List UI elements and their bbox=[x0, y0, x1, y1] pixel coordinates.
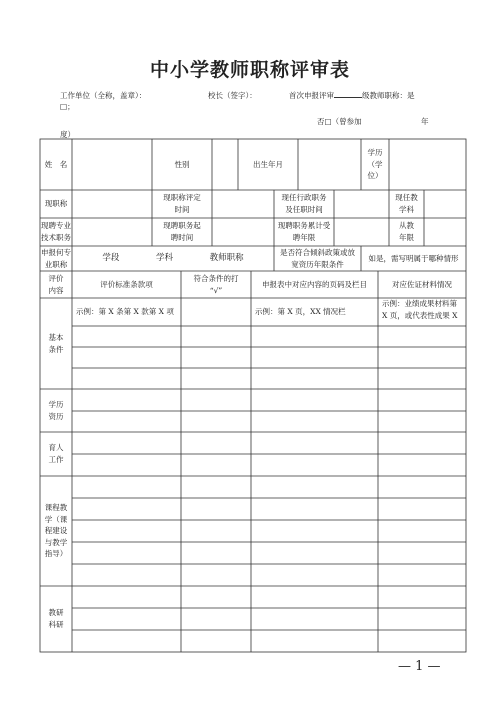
basic-line2: 条件 bbox=[48, 344, 64, 354]
pro-post-line2: 技术职务 bbox=[41, 233, 71, 242]
teach-years-line2: 年限 bbox=[399, 233, 414, 242]
year-label: 年 bbox=[421, 117, 429, 126]
research-line2: 科研 bbox=[48, 620, 64, 629]
match-header-line1: 符合条件的打 bbox=[193, 273, 239, 283]
post-date-line2: 聘时间 bbox=[170, 233, 194, 242]
evidence-header: 对应佐证材料情况 bbox=[392, 279, 452, 289]
degree-label: 度） bbox=[60, 130, 75, 139]
teach-years-label bbox=[389, 218, 424, 246]
principal-label: 校长（签字）： bbox=[208, 91, 257, 100]
policy-note: 如是，需写明属于哪种情形 bbox=[368, 253, 459, 263]
first-apply-prefix: 首次申报评审 bbox=[289, 91, 334, 100]
research-line1: 教研 bbox=[48, 608, 64, 618]
course-line3: 程建设 bbox=[44, 526, 68, 536]
course-teaching-label bbox=[40, 476, 72, 586]
post-years-line1: 现聘职务累计受 bbox=[277, 221, 331, 231]
course-line1: 课程教 bbox=[44, 502, 68, 512]
example-page-item: 示例：第 X 页，XX 情况栏 bbox=[255, 307, 346, 317]
post-years-label bbox=[274, 218, 334, 246]
current-title-label: 现职称 bbox=[44, 199, 68, 209]
policy-line1: 是否符合倾斜政策或放 bbox=[280, 247, 355, 257]
gender-label: 性别 bbox=[174, 159, 190, 169]
teach-years-line1: 从教 bbox=[399, 221, 414, 231]
page-title: 中小学教师职称评审表 bbox=[149, 59, 350, 81]
match-header-line2: “√” bbox=[209, 285, 223, 295]
admin-post-line2: 及任职时间 bbox=[285, 205, 323, 214]
eval-content-label bbox=[40, 271, 72, 298]
basic-conditions-label bbox=[40, 298, 72, 389]
match-header bbox=[181, 271, 251, 298]
edu-resume-label bbox=[40, 389, 72, 432]
course-line4: 与教学 bbox=[44, 537, 68, 547]
education-label-line1: 学历（学 bbox=[367, 148, 383, 169]
pro-post-label bbox=[40, 218, 72, 246]
education-label bbox=[361, 139, 389, 190]
eval-content-line2: 内容 bbox=[48, 285, 64, 295]
apply-title-label bbox=[40, 246, 72, 271]
stage-label: 学段 bbox=[102, 252, 120, 263]
yes-checkbox-line: □； bbox=[60, 102, 75, 111]
title-date-line2: 时间 bbox=[174, 205, 190, 214]
edu-resume-line2: 资历 bbox=[48, 411, 64, 421]
page-number: — 1 — bbox=[398, 659, 441, 674]
subject-field-label: 学科 bbox=[155, 252, 173, 263]
post-years-line2: 聘年限 bbox=[292, 233, 316, 242]
example-evidence bbox=[378, 298, 466, 326]
eval-content-line1: 评价 bbox=[48, 273, 64, 283]
admin-post-label bbox=[274, 190, 334, 218]
apply-title-line2: 业职称 bbox=[44, 259, 68, 269]
page-item-header: 申报表中对应内容的页码及栏目 bbox=[262, 279, 367, 289]
name-label: 姓 名 bbox=[44, 159, 68, 169]
title-date-label bbox=[152, 190, 212, 218]
std-items-header: 评价标准条款项 bbox=[100, 279, 153, 289]
post-date-line1: 现聘职务起 bbox=[163, 221, 201, 231]
pro-post-line1: 现聘专业 bbox=[41, 221, 71, 231]
no-checkbox-line: 否□（曾参加 bbox=[317, 117, 362, 126]
edu-resume-line1: 学历 bbox=[48, 399, 64, 409]
admin-post-line1: 现任行政职务 bbox=[281, 193, 327, 203]
subject-line2: 学科 bbox=[399, 205, 414, 214]
example-evidence-line2: X 页，或代表性成果 X bbox=[382, 310, 458, 320]
post-date-label bbox=[152, 218, 212, 246]
birth-label: 出生年月 bbox=[253, 159, 283, 169]
policy-line2: 宽资历年限条件 bbox=[291, 259, 344, 269]
subject-line1: 现任教 bbox=[395, 193, 418, 203]
edu-people-line2: 工作 bbox=[48, 455, 64, 464]
example-evidence-line1: 示例：业绩成果材料第 bbox=[382, 299, 457, 308]
edu-people-label bbox=[40, 432, 72, 476]
title-date-line1: 现职称评定 bbox=[163, 193, 201, 203]
example-std-items: 示例：第 X 条第 X 款第 X 项 bbox=[76, 307, 174, 317]
course-line5: 指导） bbox=[44, 549, 68, 559]
research-label bbox=[40, 586, 72, 652]
apply-fields bbox=[72, 246, 274, 271]
education-label-line2: 位） bbox=[367, 171, 383, 181]
subject-label bbox=[389, 190, 424, 218]
edu-people-line1: 育人 bbox=[48, 443, 64, 453]
first-apply-suffix: 级教师职称：是 bbox=[362, 91, 415, 100]
name-value[interactable] bbox=[72, 139, 152, 190]
policy-label bbox=[274, 246, 361, 271]
teacher-title-label: 教师职称 bbox=[209, 252, 244, 263]
unit-label: 工作单位（全称，盖章）： bbox=[60, 91, 147, 100]
basic-line1: 基本 bbox=[48, 332, 64, 342]
course-line2: 学（课 bbox=[44, 514, 68, 524]
apply-title-line1: 申报何专 bbox=[41, 247, 71, 257]
